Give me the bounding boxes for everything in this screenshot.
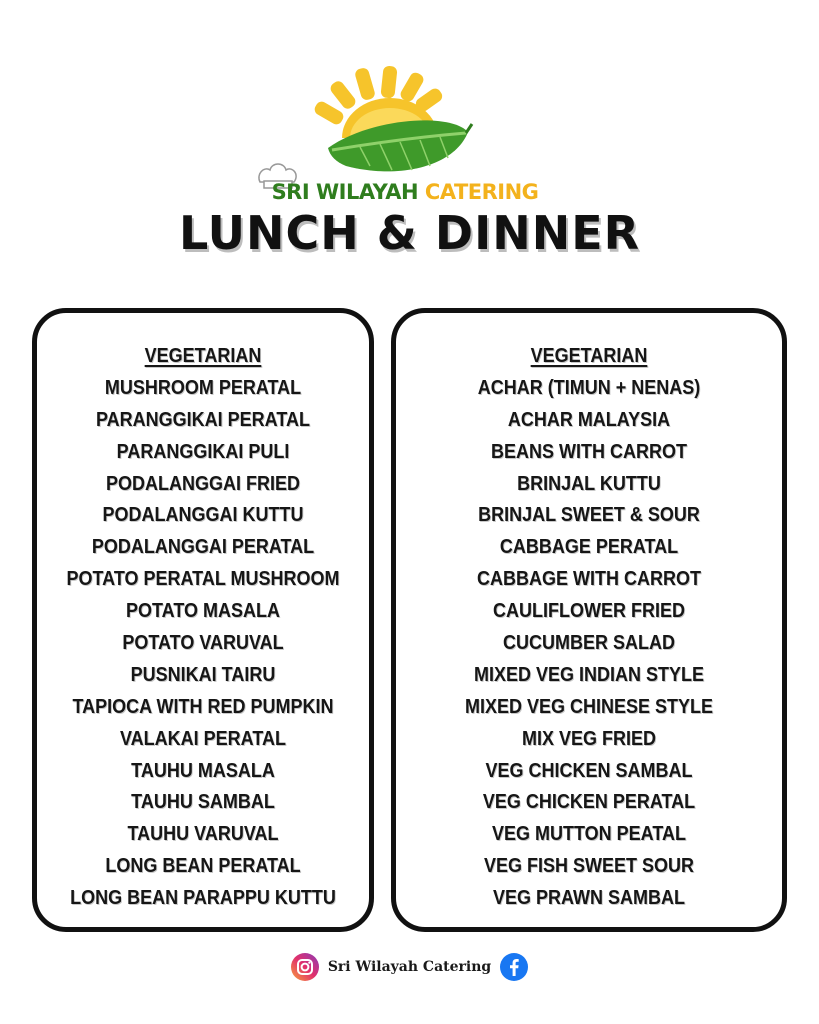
instagram-icon[interactable] [290,952,320,982]
menu-item: TAUHU MASALA [131,759,275,782]
menu-item: VEG PRAWN SAMBAL [492,887,686,910]
menu-panel-left [32,308,374,932]
menu-item: BEANS WITH CARROT [490,440,687,463]
menu-item: CAULIFLOWER FRIED [493,600,685,623]
menu-item: TAPIOCA WITH RED PUMPKIN [72,695,334,718]
menu-item: POTATO MASALA [125,600,280,623]
menu-item: BRINJAL KUTTU [517,472,661,495]
menu-panel-right [391,308,787,932]
page-title: LUNCH & DINNER [178,206,641,260]
menu-item: BRINJAL SWEET & SOUR [478,504,700,527]
menu-item: MUSHROOM PERATAL [104,376,302,399]
menu-item: CABBAGE WITH CARROT [477,568,701,591]
brand-name [250,180,560,204]
menu-item: PUSNIKAI TAIRU [130,663,276,686]
footer [0,952,819,988]
menu-heading: VEGETARIAN [530,345,648,367]
menu-item: CABBAGE PERATAL [499,536,679,559]
menu-item: VALAKAI PERATAL [120,727,286,750]
menu-item: POTATO PERATAL MUSHROOM [66,568,340,591]
menu-list-right [396,341,782,915]
menu-item: LONG BEAN PERATAL [105,855,301,878]
menu-heading: VEGETARIAN [144,345,262,367]
menu-item: MIXED VEG CHINESE STYLE [464,695,714,718]
brand-name-part2: CATERING [424,180,539,204]
brand-logo [250,62,560,212]
menu-item: MIXED VEG INDIAN STYLE [473,663,705,686]
menu-item: PODALANGGAI PERATAL [91,536,315,559]
menu-item: ACHAR MALAYSIA [507,408,671,431]
menu-item: VEG FISH SWEET SOUR [483,855,695,878]
menu-item: LONG BEAN PARAPPU KUTTU [70,887,336,910]
menu-item: TAUHU SAMBAL [131,791,275,814]
menu-item: PODALANGGAI FRIED [105,472,301,495]
menu-item: PARANGGIKAI PULI [116,440,290,463]
footer-handle: Sri Wilayah Catering [327,959,492,975]
menu-item: ACHAR (TIMUN + NENAS) [477,376,701,399]
menu-item: TAUHU VARUVAL [127,823,279,846]
menu-item: VEG CHICKEN PERATAL [482,791,696,814]
menu-item: CUCUMBER SALAD [502,632,675,655]
facebook-icon[interactable] [499,952,529,982]
brand-name-part1: SRI WILAYAH [271,180,419,204]
menu-item: VEG MUTTON PEATAL [491,823,687,846]
menu-item: VEG CHICKEN SAMBAL [485,759,693,782]
menu-item: PARANGGIKAI PERATAL [95,408,311,431]
menu-item: POTATO VARUVAL [122,632,284,655]
menu-item: PODALANGGAI KUTTU [102,504,304,527]
menu-list-left [11,341,395,915]
menu-item: MIX VEG FRIED [521,727,657,750]
